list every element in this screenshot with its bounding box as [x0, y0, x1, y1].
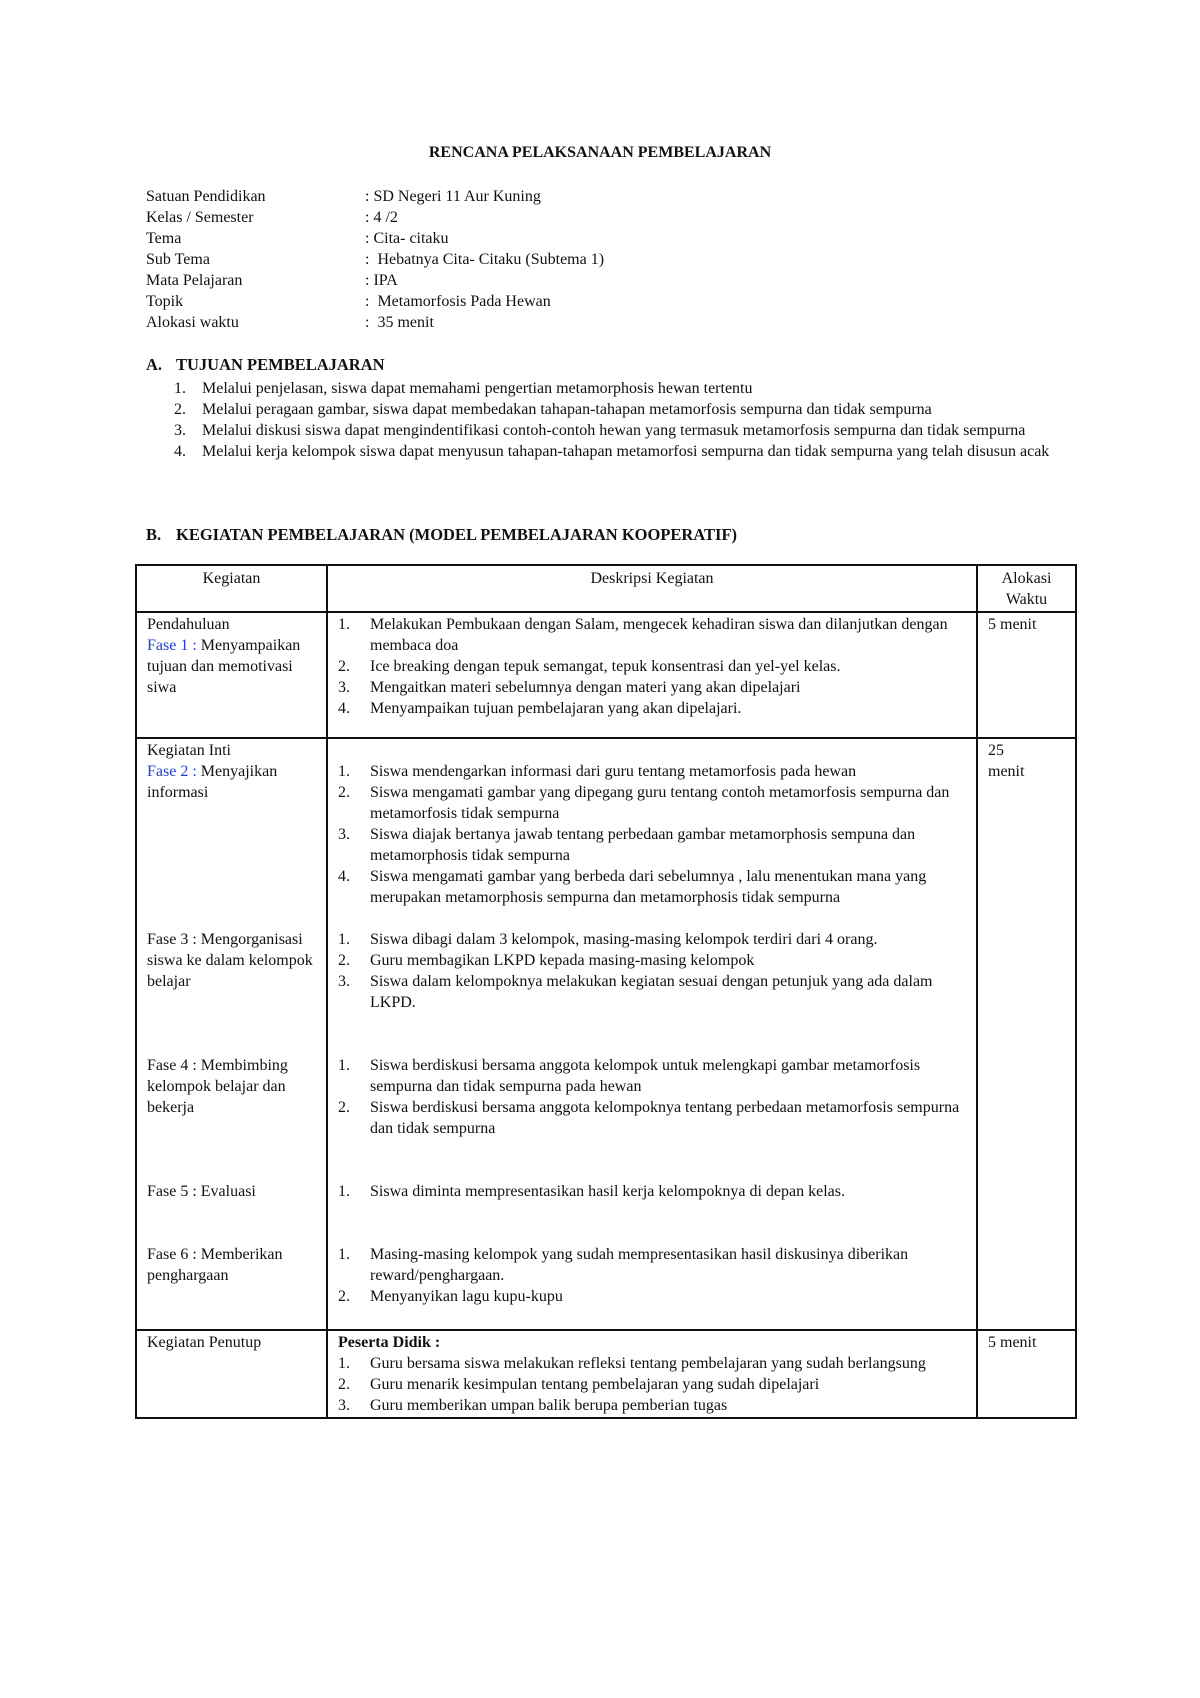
list-text: Siswa berdiskusi bersama anggota kelompok untuk melengkapi gambar metamorfosis sempurna dan tidak sempurna pada hewan — [370, 1057, 921, 1095]
list-text: Menyampaikan tujuan pembelajaran yang akan dipelajari. — [370, 700, 742, 717]
list-text: Siswa dibagi dalam 3 kelompok, masing-masing kelompok terdiri dari 4 orang. — [370, 931, 878, 948]
table-row — [136, 612, 1076, 738]
fase-title: Fase 5 : Evaluasi — [147, 1183, 256, 1200]
list-text: Melalui peragaan gambar, siswa dapat membedakan tahapan-tahapan metamorfosis sempurna dan tidak sempurna — [202, 401, 932, 418]
section-b-heading — [146, 524, 737, 545]
fase-block — [147, 761, 316, 929]
alokasi-unit: menit — [988, 763, 1025, 780]
fase-block — [147, 1244, 316, 1328]
kegiatan-cell — [136, 738, 327, 1330]
list-number: 2. — [338, 1099, 350, 1116]
fase-description — [338, 1181, 966, 1244]
list-item — [338, 929, 966, 950]
alokasi-cell: 5 menit — [977, 1330, 1076, 1418]
fase-number: Fase 1 : — [147, 637, 197, 654]
list-text: Siswa diminta mempresentasikan hasil kerja kelompoknya di depan kelas. — [370, 1183, 845, 1200]
alokasi-cell — [977, 738, 1076, 1330]
list-number: 4. — [174, 443, 186, 460]
fase-description — [338, 929, 966, 1055]
list-number: 1. — [338, 1183, 350, 1200]
info-label: Sub Tema — [146, 251, 210, 268]
kegiatan-cell: Kegiatan Penutup — [136, 1330, 327, 1418]
list-item — [338, 1374, 966, 1395]
header-alokasi-line2: Waktu — [1005, 591, 1048, 608]
list-text: Melakukan Pembukaan dengan Salam, mengecek kehadiran siswa dan dilanjutkan dengan membaca doa — [370, 616, 948, 654]
list-number: 3. — [338, 973, 350, 990]
info-label: Satuan Pendidikan — [146, 188, 266, 205]
section-title: TUJUAN PEMBELAJARAN — [176, 355, 385, 374]
list-item — [146, 378, 1062, 399]
list-item — [338, 656, 966, 677]
list-text: Siswa berdiskusi bersama anggota kelompoknya tentang perbedaan metamorfosis sempurna dan tidak sempurna — [370, 1099, 960, 1137]
list-text: Guru memberikan umpan balik berupa pemberian tugas — [370, 1397, 728, 1414]
info-label: Tema — [146, 230, 182, 247]
list-text: Siswa mengamati gambar yang dipegang guru tentang contoh metamorfosis sempurna dan metamorfosis tidak sempurna — [370, 784, 950, 822]
info-row — [146, 249, 846, 270]
list-number: 2. — [338, 1376, 350, 1393]
info-label: Alokasi waktu — [146, 314, 239, 331]
table-header-row — [136, 565, 1076, 612]
page-title: RENCANA PELAKSANAAN PEMBELAJARAN — [428, 144, 772, 161]
info-value: : Metamorfosis Pada Hewan — [365, 293, 551, 310]
list-item — [338, 1353, 966, 1374]
list-number: 1. — [338, 1057, 350, 1074]
header-deskripsi: Deskripsi Kegiatan — [327, 565, 977, 612]
info-row — [146, 207, 846, 228]
list-item — [338, 1097, 966, 1139]
info-row — [146, 270, 846, 291]
fase-description — [338, 1244, 966, 1328]
list-text: Melalui penjelasan, siswa dapat memahami pengertian metamorphosis hewan tertentu — [202, 380, 753, 397]
alokasi-value: 25 — [988, 742, 1004, 759]
fase-block — [147, 1055, 316, 1181]
fase-label — [147, 637, 300, 696]
list-number: 3. — [338, 679, 350, 696]
list-number: 1. — [338, 763, 350, 780]
list-item — [338, 1286, 966, 1307]
list-number: 1. — [338, 931, 350, 948]
fase-number: Fase 2 : — [147, 763, 197, 780]
fase-description — [338, 761, 966, 929]
list-text: Siswa mendengarkan informasi dari guru tentang metamorfosis pada hewan — [370, 763, 857, 780]
identity-info — [146, 186, 846, 333]
list-number: 1. — [338, 1246, 350, 1263]
list-text: Ice breaking dengan tepuk semangat, tepuk konsentrasi dan yel-yel kelas. — [370, 658, 841, 675]
list-number: 2. — [338, 1288, 350, 1305]
list-number: 3. — [174, 422, 186, 439]
info-value: : Hebatnya Cita- Citaku (Subtema 1) — [365, 251, 605, 268]
list-item — [338, 782, 966, 824]
list-item — [146, 441, 1062, 462]
list-number: 1. — [338, 1355, 350, 1372]
info-label: Mata Pelajaran — [146, 272, 243, 289]
list-number: 3. — [338, 1397, 350, 1414]
fase-title: Fase 4 : Membimbing kelompok belajar dan bekerja — [147, 1057, 288, 1116]
list-item — [338, 677, 966, 698]
list-number: 2. — [338, 658, 350, 675]
list-text: Masing-masing kelompok yang sudah mempresentasikan hasil diskusinya diberikan reward/penghargaan. — [370, 1246, 909, 1284]
list-number: 2. — [174, 401, 186, 418]
list-text: Siswa dalam kelompoknya melakukan kegiatan sesuai dengan petunjuk yang ada dalam LKPD. — [370, 973, 933, 1011]
fase-title: Fase 6 : Memberikan penghargaan — [147, 1246, 283, 1284]
list-text: Guru bersama siswa melakukan refleksi tentang pembelajaran yang sudah berlangsung — [370, 1355, 926, 1372]
fase-title: Fase 3 : Mengorganisasi siswa ke dalam kelompok belajar — [147, 931, 313, 990]
list-number: 1. — [174, 380, 186, 397]
list-item — [338, 1395, 966, 1416]
info-label: Kelas / Semester — [146, 209, 254, 226]
info-row — [146, 291, 846, 312]
list-number: 1. — [338, 616, 350, 633]
list-item — [338, 1244, 966, 1286]
list-text: Menyanyikan lagu kupu-kupu — [370, 1288, 563, 1305]
info-value: : 35 menit — [365, 314, 434, 331]
list-number: 2. — [338, 784, 350, 801]
header-kegiatan: Kegiatan — [136, 565, 327, 612]
info-value: : 4 /2 — [365, 209, 398, 226]
header-alokasi — [977, 565, 1076, 612]
list-text: Melalui kerja kelompok siswa dapat menyusun tahapan-tahapan metamorfosi sempurna dan tidak sempurna yang telah disusun acak — [202, 443, 1050, 460]
fase-block — [147, 1181, 316, 1244]
section-letter: B. — [146, 525, 162, 544]
info-row — [146, 186, 846, 207]
list-item — [338, 824, 966, 866]
fase-title: Menyajikan informasi — [147, 763, 278, 801]
phase-label: Kegiatan Inti — [147, 742, 231, 759]
fase-description — [338, 1055, 966, 1181]
section-title: KEGIATAN PEMBELAJARAN (MODEL PEMBELAJARAN KOOPERATIF) — [176, 525, 738, 544]
phase-label: Pendahuluan — [147, 616, 230, 633]
deskripsi-cell — [327, 1330, 977, 1418]
list-number: 4. — [338, 700, 350, 717]
list-item — [338, 950, 966, 971]
kegiatan-cell — [136, 612, 327, 738]
list-text: Mengaitkan materi sebelumnya dengan materi yang akan dipelajari — [370, 679, 801, 696]
info-value: : Cita- citaku — [365, 230, 449, 247]
section-letter: A. — [146, 355, 163, 374]
fase-block — [147, 929, 316, 1055]
list-text: Siswa diajak bertanya jawab tentang perbedaan gambar metamorphosis sempuna dan metamorphosis tidak sempurna — [370, 826, 916, 864]
deskripsi-cell — [327, 612, 977, 738]
section-a-heading — [146, 354, 385, 375]
info-value: : SD Negeri 11 Aur Kuning — [365, 188, 541, 205]
list-item — [338, 1055, 966, 1097]
list-number: 3. — [338, 826, 350, 843]
list-item — [338, 1181, 966, 1202]
list-item — [338, 761, 966, 782]
list-text: Guru membagikan LKPD kepada masing-masing kelompok — [370, 952, 755, 969]
list-item — [338, 614, 966, 656]
info-row — [146, 312, 846, 333]
list-item — [146, 420, 1062, 441]
list-number: 2. — [338, 952, 350, 969]
learning-goals-list — [146, 378, 1062, 462]
list-text: Melalui diskusi siswa dapat mengindentifikasi contoh-contoh hewan yang termasuk metamorfosis sempurna dan tidak sempurna — [202, 422, 1026, 439]
list-item — [146, 399, 1062, 420]
list-item — [338, 698, 966, 719]
list-item — [338, 971, 966, 1013]
fase-title: Menyampaikan tujuan dan memotivasi siwa — [147, 637, 301, 696]
activity-table — [135, 564, 1077, 1419]
list-text: Siswa mengamati gambar yang berbeda dari sebelumnya , lalu menentukan mana yang merupakan metamorphosis sempurna dan metamorphosis tidak sempurna — [370, 868, 927, 906]
deskripsi-cell — [327, 738, 977, 1330]
list-item — [338, 866, 966, 908]
info-value: : IPA — [365, 272, 398, 289]
info-row — [146, 228, 846, 249]
info-label: Topik — [146, 293, 184, 310]
table-row — [136, 738, 1076, 1330]
list-text: Guru menarik kesimpulan tentang pembelajaran yang sudah dipelajari — [370, 1376, 820, 1393]
spacer — [338, 740, 966, 761]
table-row — [136, 1330, 1076, 1418]
alokasi-cell: 5 menit — [977, 612, 1076, 738]
participant-heading: Peserta Didik : — [338, 1334, 441, 1351]
header-alokasi-line1: Alokasi — [1001, 570, 1052, 587]
list-number: 4. — [338, 868, 350, 885]
